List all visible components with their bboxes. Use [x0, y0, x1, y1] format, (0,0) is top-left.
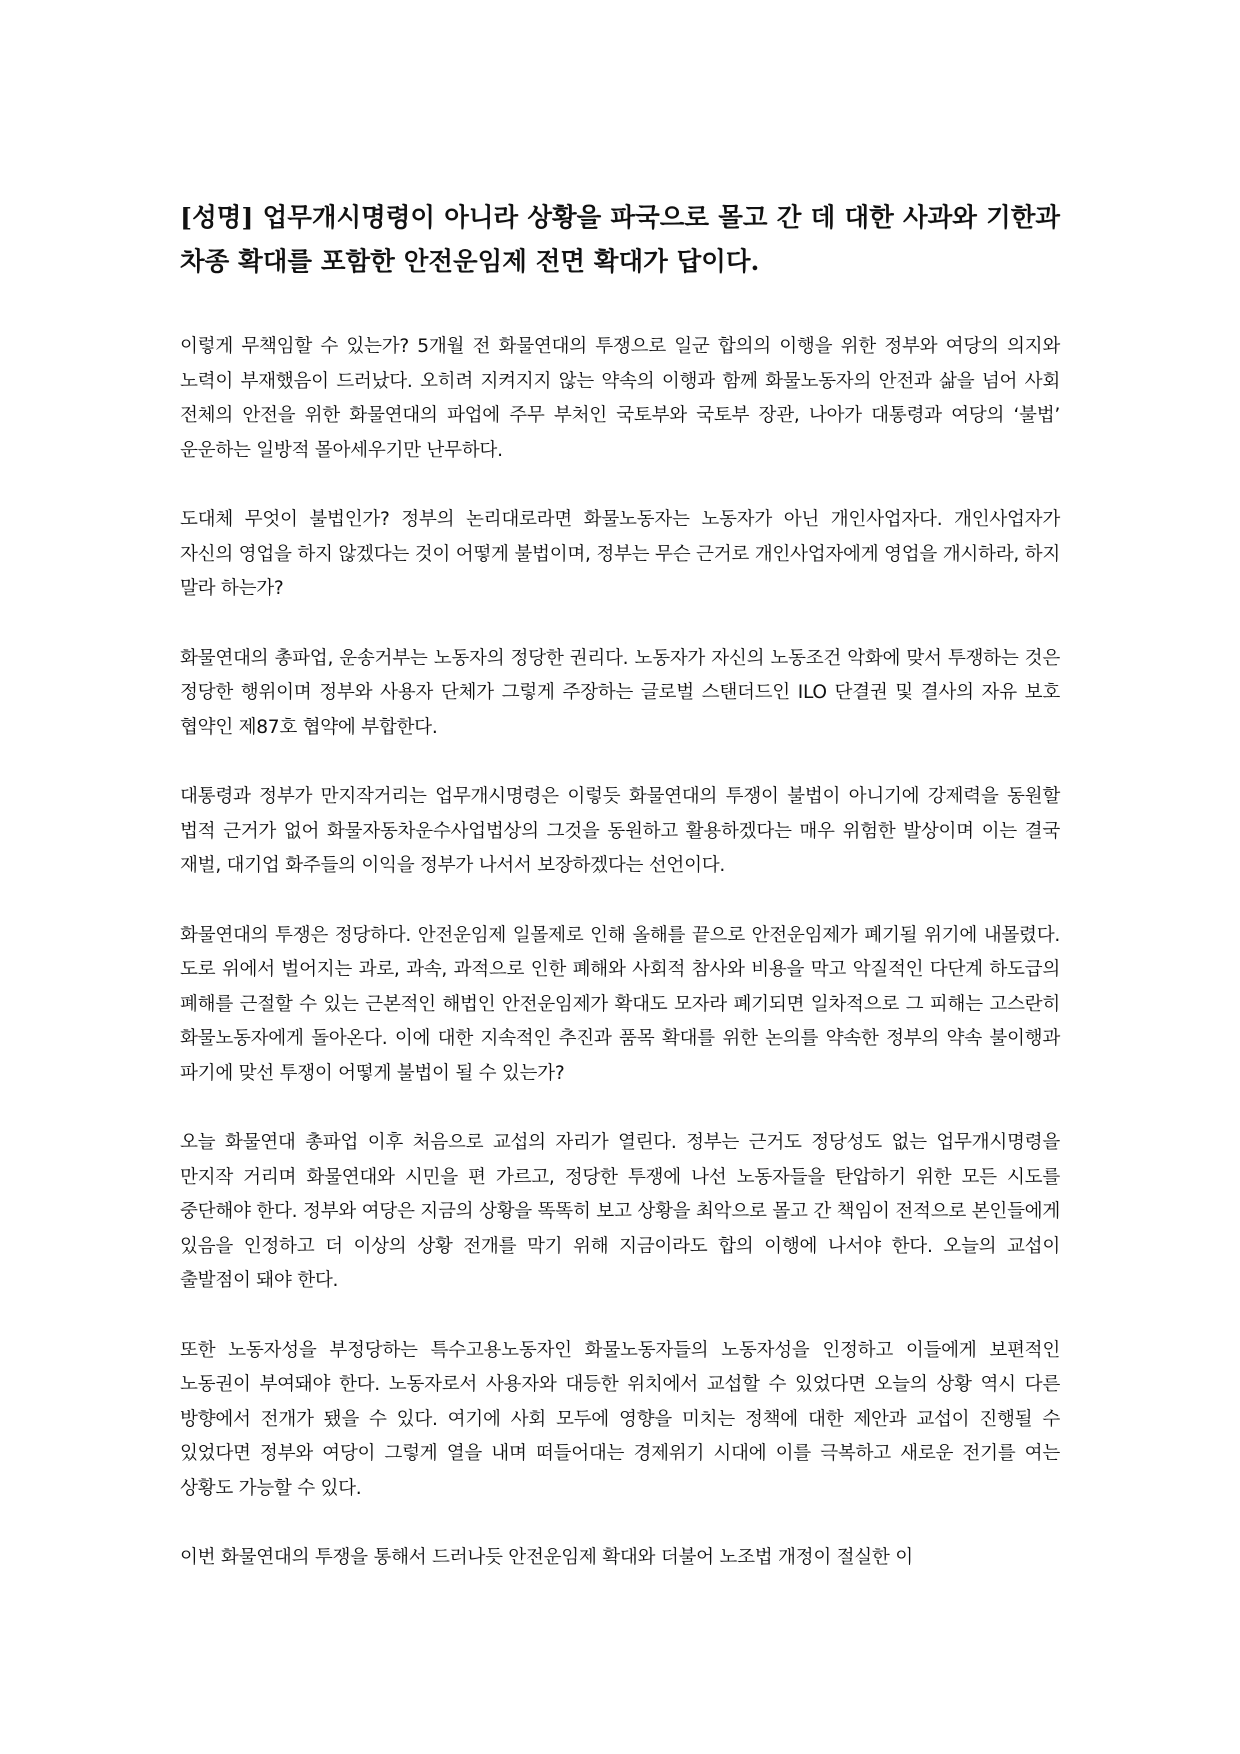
paragraph-6: 오늘 화물연대 총파업 이후 처음으로 교섭의 자리가 열린다. 정부는 근거도 정당성도 없는 업무개시명령을 만지작 거리며 화물연대와 시민을 편 가르고, 정당한 투쟁에 나선 노동자들을 탄압하기 위한 모든 시도를 중단해야 한다. 정부와 여당은 지금의 상황을 똑똑히 보고 상황을 최악으로 몰고 간 책임이 전적으로 본인들에게 있음을 인정하고 더 이상의 상황 전개를 막기 위해 지금이라도 합의 이행에 나서야 한다. 오늘의 교섭이 출발점이 돼야 한다. [180, 1132, 1060, 1291]
paragraph-1: 이렇게 무책임할 수 있는가? 5개월 전 화물연대의 투쟁으로 일군 합의의 이행을 위한 정부와 여당의 의지와 노력이 부재했음이 드러났다. 오히려 지켜지지 않는 약속의 이행과 함께 화물노동자의 안전과 삶을 넘어 사회 전체의 안전을 위한 화물연대의 파업에 주무 부처인 국토부와 국토부 장관, 나아가 대통령과 여당의 ‘불법’ 운운하는 일방적 몰아세우기만 난무하다. [180, 336, 1060, 461]
statement-title: [성명] 업무개시명령이 아니라 상황을 파국으로 몰고 간 데 대한 사과와 기한과 차종 확대를 포함한 안전운임제 전면 확대가 답이다. [180, 203, 1060, 277]
paragraph-8: 이번 화물연대의 투쟁을 통해서 드러나듯 안전운임제 확대와 더불어 노조법 개정이 절실한 이 [180, 1547, 913, 1568]
paragraph-3: 화물연대의 총파업, 운송거부는 노동자의 정당한 권리다. 노동자가 자신의 노동조건 악화에 맞서 투쟁하는 것은 정당한 행위이며 정부와 사용자 단체가 그렇게 주장하는 글로벌 스탠더드인 ILO 단결권 및 결사의 자유 보호 협약인 제87호 협약에 부합한다. [180, 647, 1060, 738]
paragraph-5: 화물연대의 투쟁은 정당하다. 안전운임제 일몰제로 인해 올해를 끝으로 안전운임제가 폐기될 위기에 내몰렸다. 도로 위에서 벌어지는 과로, 과속, 과적으로 인한 폐해와 사회적 참사와 비용을 막고 악질적인 다단계 하도급의 폐해를 근절할 수 있는 근본적인 해법인 안전운임제가 확대도 모자라 폐기되면 일차적으로 그 피해는 고스란히 화물노동자에게 돌아온다. 이에 대한 지속적인 추진과 품목 확대를 위한 논의를 약속한 정부의 약속 불이행과 파기에 맞선 투쟁이 어떻게 불법이 될 수 있는가? [180, 924, 1060, 1084]
paragraph-4: 대통령과 정부가 만지작거리는 업무개시명령은 이렇듯 화물연대의 투쟁이 불법이 아니기에 강제력을 동원할 법적 근거가 없어 화물자동차운수사업법상의 그것을 동원하고 활용하겠다는 매우 위험한 발상이며 이는 결국 재벌, 대기업 화주들의 이익을 정부가 나서서 보장하겠다는 선언이다. [180, 786, 1060, 876]
paragraph-7: 또한 노동자성을 부정당하는 특수고용노동자인 화물노동자들의 노동자성을 인정하고 이들에게 보편적인 노동권이 부여돼야 한다. 노동자로서 사용자와 대등한 위치에서 교섭할 수 있었다면 오늘의 상황 역시 다른 방향에서 전개가 됐을 수 있다. 여기에 사회 모두에 영향을 미치는 정책에 대한 제안과 교섭이 진행될 수 있었다면 정부와 여당이 그렇게 열을 내며 떠들어대는 경제위기 시대에 이를 극복하고 새로운 전기를 여는 상황도 가능할 수 있다. [180, 1339, 1060, 1499]
document-page [180, 196, 1060, 1611]
paragraph-2: 도대체 무엇이 불법인가? 정부의 논리대로라면 화물노동자는 노동자가 아닌 개인사업자다. 개인사업자가 자신의 영업을 하지 않겠다는 것이 어떻게 불법이며, 정부는 무슨 근거로 개인사업자에게 영업을 개시하라, 하지 말라 하는가? [180, 509, 1060, 599]
